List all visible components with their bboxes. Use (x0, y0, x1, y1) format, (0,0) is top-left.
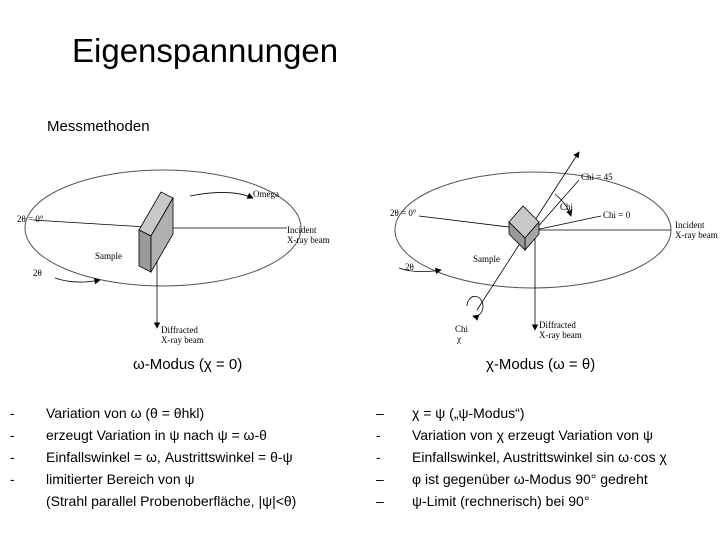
list-item: - Einfallswinkel, Austrittswinkel sin ω·cos χ (376, 449, 667, 465)
label-chi: Chi (560, 202, 574, 212)
label-two-theta-zero: 2θ = 0° (17, 214, 44, 224)
label-diffracted: Diffracted (161, 325, 198, 335)
chi-rotation-arrow (467, 296, 483, 316)
label-two-theta: 2θ (33, 268, 42, 278)
slide-title: Eigenspannungen (72, 32, 339, 69)
label-chi-symbol: χ (457, 334, 461, 344)
label-incident: Incident (287, 225, 317, 235)
label-diffracted-xray: X-ray beam (161, 335, 204, 345)
label-incident: Incident (675, 220, 705, 230)
chi-mode-caption: χ-Modus (ω = θ) (486, 356, 596, 373)
label-chi-45: Chi = 45 (581, 172, 613, 182)
list-item: - limitierter Bereich von ψ (10, 471, 195, 487)
chi-0-line (535, 216, 601, 230)
label-diffracted: Diffracted (539, 320, 576, 330)
chi-mode-bullets (376, 402, 667, 512)
label-sample: Sample (473, 254, 500, 264)
list-item: - erzeugt Variation in ψ nach ψ = ω-θ (10, 427, 267, 443)
list-item: – φ ist gegenüber ω-Modus 90° gedreht (376, 471, 648, 487)
omega-mode-diagram (15, 150, 330, 350)
label-chi-bottom: Chi (455, 324, 469, 334)
label-two-theta: 2θ (405, 262, 414, 272)
list-item: - Variation von ω (θ = θhkl) (10, 405, 205, 421)
label-two-theta-zero: 2θ = 0° (390, 208, 417, 218)
sample-block (509, 206, 539, 250)
list-item: (Strahl parallel Probenoberfläche, |ψ|<θ) (46, 493, 297, 509)
label-chi-0: Chi = 0 (603, 210, 631, 220)
list-item: – χ = ψ („ψ-Modus“) (376, 405, 525, 421)
list-item: - Variation von χ erzeugt Variation von ψ (376, 427, 653, 443)
chi-mode-diagram (385, 150, 718, 350)
label-diffracted-xray: X-ray beam (539, 330, 582, 340)
list-item: - Einfallswinkel = ω, Austrittswinkel = θ-ψ (10, 449, 293, 465)
slide-subtitle: Messmethoden (47, 118, 150, 135)
label-sample: Sample (95, 251, 122, 261)
omega-mode-bullets (10, 402, 296, 512)
label-omega: Omega (253, 189, 279, 199)
list-item: – ψ-Limit (rechnerisch) bei 90° (376, 493, 590, 509)
label-incident-xray: X-ray beam (287, 235, 330, 245)
label-incident-xray: X-ray beam (675, 230, 718, 240)
omega-mode-caption: ω-Modus (χ = 0) (133, 356, 243, 373)
sample-block (139, 192, 173, 272)
omega-arrow (190, 192, 253, 198)
